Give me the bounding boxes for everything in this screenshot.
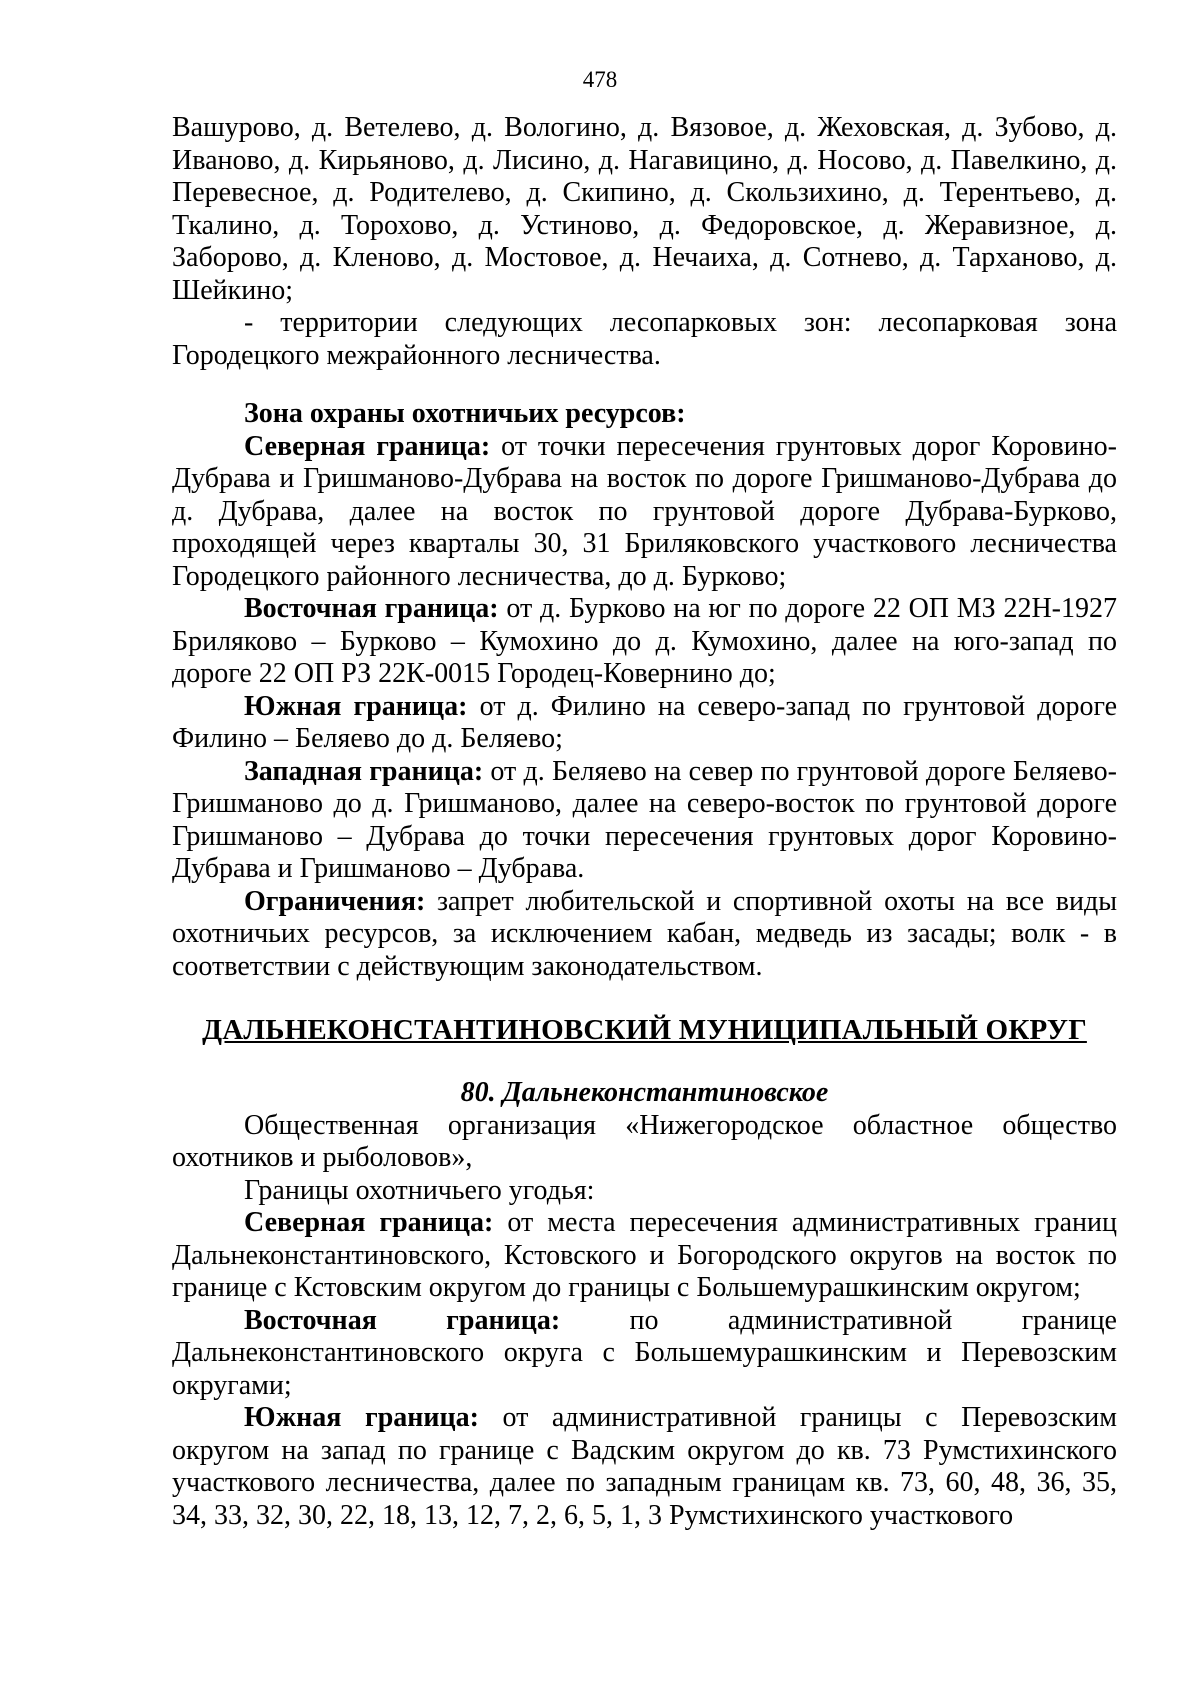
protection-north-boundary <box>172 431 1117 594</box>
restrictions-text: запрет любительской и спортивной охоты на все виды охотничьих ресурсов, за исключением кабан, медведь из засады; волк - в соответствии с действующим законодательством. <box>172 885 1117 982</box>
area-east-label: Восточная граница: <box>244 1304 561 1336</box>
villages-paragraph: Вашурово, д. Ветелево, д. Вологино, д. Вязовое, д. Жеховская, д. Зубово, д. Иваново, д. Кирьяново, д. Лисино, д. Нагавицино, д. Носово, д. Павелкино, д. Перевесное, д. Родителево, д. Скипино, д. Скользихино, д. Терентьево, д. Ткалино, д. Торохово, д. Устиново, д. Федоровское, д. Жеравизное, д. Заборово, д. Кленово, д. Мостовое, д. Нечаиха, д. Сотнево, д. Тарханово, д. Шейкино; <box>172 112 1117 306</box>
area-north-boundary <box>172 1207 1117 1305</box>
forest-zones-paragraph: - территории следующих лесопарковых зон: лесопарковая зона Городецкого межрайонного лесничества. <box>172 307 1117 371</box>
west-boundary-text: от д. Беляево на север по грунтовой дороге Беляево-Гришманово до д. Гришманово, далее на северо-восток по грунтовой дороге Гришманово – Дубрава до точки пересечения грунтовых дорог Коровино-Дубрава и Гришманово – Дубрава. <box>172 755 1118 884</box>
east-boundary-text: от д. Бурково на юг по дороге 22 ОП МЗ 22Н-1927 Бриляково – Бурково – Кумохино до д. Кумохино, далее на юго-запад по дороге 22 ОП РЗ 22К-0015 Городец-Ковернино до; <box>172 593 1117 689</box>
area-south-text: от административной границы с Перевозским округом на запад по границе с Вадским округом до кв. 73 Румстихинского участкового лесничества, далее по западным границам кв. 73, 60, 48, 36, 35, 34, 33, 32, 30, 22, 18, 13, 12, 7, 2, 6, 5, 1, 3 Румстихинского участкового <box>172 1402 1117 1531</box>
protection-south-boundary <box>172 691 1117 756</box>
district-title: ДАЛЬНЕКОНСТАНТИНОВСКИЙ МУНИЦИПАЛЬНЫЙ ОКРУГ <box>202 1014 1087 1046</box>
protection-east-boundary <box>172 593 1117 691</box>
area-south-boundary <box>172 1402 1117 1532</box>
area-organization: Общественная организация «Нижегородское областное общество охотников и рыболовов», <box>172 1109 1117 1173</box>
area-north-text: от места пересечения административных границ Дальнеконстантиновского, Кстовского и Богородского округов на восток по границе с Кстовским округом до границы с Большемурашкинским округом; <box>172 1207 1117 1303</box>
east-boundary-label: Восточная граница: <box>244 593 499 624</box>
protection-zone-heading: Зона охраны охотничьих ресурсов: <box>244 398 686 429</box>
north-boundary-text: от точки пересечения грунтовых дорог Коровино-Дубрава и Гришманово-Дубрава на восток по дороге Гришманово-Дубрава до д. Дубрава, далее на восток по грунтовой дороге Дубрава-Бурково, проходящей через кварталы 30, 31 Бриляковского участкового лесничества Городецкого районного лесничества, до д. Бурково; <box>172 430 1117 592</box>
protection-west-boundary <box>172 756 1117 886</box>
area-boundaries-heading: Границы охотничьего угодья: <box>244 1174 595 1206</box>
area-south-label: Южная граница: <box>244 1402 479 1433</box>
area-east-boundary <box>172 1305 1117 1403</box>
page-content <box>172 112 1117 1532</box>
area-east-text: по административной границе Дальнеконстантиновского округа с Большемурашкинским и Перевозским округами; <box>172 1304 1117 1401</box>
north-boundary-label: Северная граница: <box>244 430 491 462</box>
south-boundary-label: Южная граница: <box>244 690 468 722</box>
page-number: 478 <box>582 67 618 92</box>
west-boundary-label: Западная граница: <box>244 755 484 787</box>
restrictions-label: Ограничения: <box>244 885 426 917</box>
area-title: 80. Дальнеконстантиновское <box>460 1077 829 1108</box>
protection-restrictions <box>172 886 1117 984</box>
area-north-label: Северная граница: <box>244 1207 494 1238</box>
south-boundary-text: от д. Филино на северо-запад по грунтовой дороге Филино – Беляево до д. Беляево; <box>172 690 1117 754</box>
